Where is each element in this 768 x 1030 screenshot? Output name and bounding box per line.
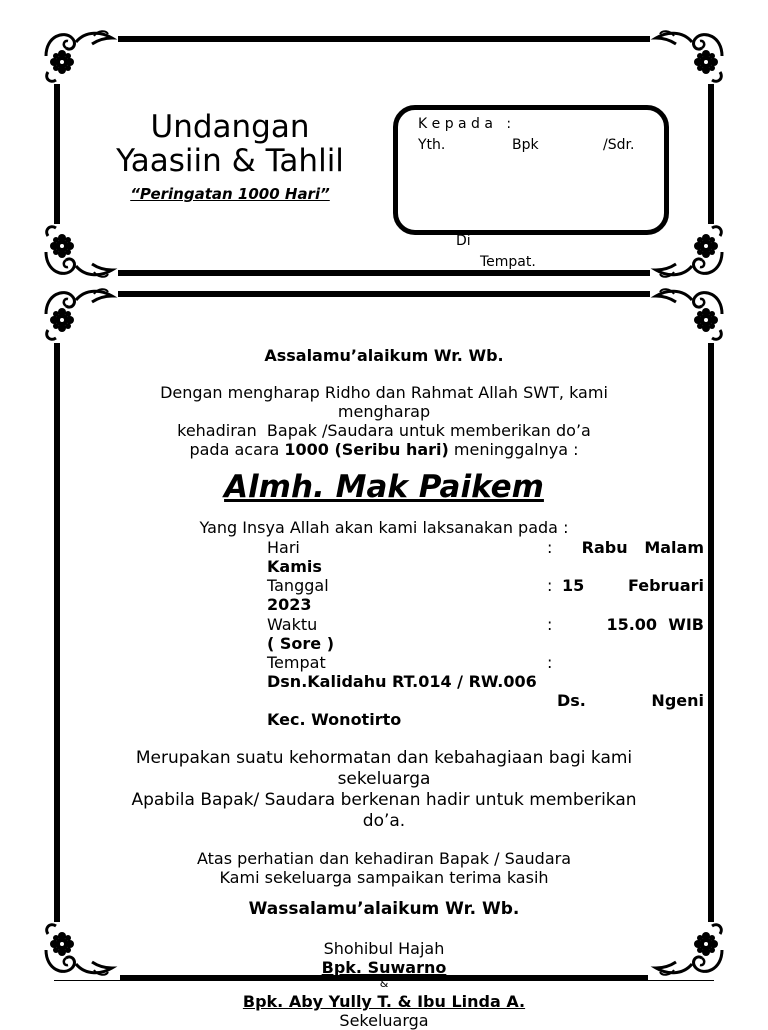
schedule-tanggal-day: 15 [562, 576, 585, 595]
schedule-waktu-label: Waktu [267, 615, 318, 634]
corner-ornament-icon [42, 28, 118, 84]
closing-paragraph [60, 748, 708, 832]
schedule-tempat-desa-name: Ngeni [651, 691, 704, 710]
schedule-hari-value-2: Kamis [267, 557, 322, 576]
greeting: Assalamu’alaikum Wr. Wb. [264, 346, 504, 365]
thanks-line: Kami sekeluarga sampaikan terima kasih [219, 868, 549, 887]
invitation-title [90, 110, 370, 178]
schedule-tempat-kecamatan: Kec. Wonotirto [267, 710, 402, 729]
closing-line: Merupakan suatu kehormatan dan kebahagiaan bagi kami [135, 748, 633, 768]
intro-line: mengharap [337, 402, 431, 421]
host-name-2: Bpk. Aby Yully T. & Ibu Linda A. [242, 992, 526, 1011]
thanks-line: Atas perhatian dan kehadiran Bapak / Saudara [196, 849, 572, 868]
closing-line: sekeluarga [337, 769, 431, 789]
title-line-1: Undangan [150, 109, 310, 145]
schedule-tempat-value: Dsn.Kalidahu RT.014 / RW.006 [267, 672, 537, 691]
corner-ornament-icon [42, 224, 118, 280]
farewell: Wassalamu’alaikum Wr. Wb. [248, 899, 520, 919]
ampersand: & [379, 977, 389, 990]
intro-line: kehadiran Bapak /Saudara untuk memberikan do’a [177, 421, 591, 440]
schedule-colon: : [547, 576, 553, 595]
intro-line: pada acara 1000 (Seribu hari) meninggalnya : [189, 440, 579, 459]
closing-line: do’a. [362, 811, 406, 831]
intro-paragraph [60, 383, 708, 459]
title-line-2: Yaasiin & Tahlil [116, 143, 344, 179]
corner-ornament-icon [42, 286, 118, 342]
intro-line: Dengan mengharap Ridho dan Rahmat Allah SWT, kami [160, 383, 608, 402]
schedule-intro: Yang Insya Allah akan kami laksanakan pada : [199, 518, 569, 537]
schedule-colon: : [547, 653, 553, 672]
corner-ornament-icon [650, 224, 726, 280]
schedule-tempat-desa: Ds. [557, 691, 586, 710]
schedule-waktu-value-2: ( Sore ) [267, 634, 335, 653]
invitation-subtitle: “Peringatan 1000 Hari” [130, 185, 330, 203]
schedule-colon: : [547, 538, 553, 557]
schedule-tanggal-year: 2023 [267, 595, 312, 614]
corner-ornament-icon [650, 28, 726, 84]
schedule-tanggal-month: Februari [627, 576, 704, 595]
host-title: Shohibul Hajah [323, 939, 445, 958]
closing-line: Apabila Bapak/ Saudara berkenan hadir untuk memberikan [131, 790, 637, 810]
address-sdr: /Sdr. [603, 137, 635, 153]
schedule-tempat-label: Tempat [267, 653, 326, 672]
schedule-hari-label: Hari [267, 538, 300, 557]
address-di: Di [456, 233, 471, 249]
address-yth: Yth. [418, 137, 446, 153]
corner-ornament-icon [650, 286, 726, 342]
address-tempat: Tempat. [480, 254, 536, 270]
family-signature: Sekeluarga [339, 1011, 429, 1030]
schedule-hari-value: Rabu Malam [581, 538, 704, 557]
address-bpk: Bpk [512, 137, 539, 153]
schedule-waktu-value: 15.00 WIB [606, 615, 704, 634]
deceased-name: Almh. Mak Paikem [224, 469, 544, 505]
host-name-1: Bpk. Suwarno [321, 958, 447, 977]
address-kepada: K e p a d a : [418, 116, 512, 132]
schedule-colon: : [547, 615, 553, 634]
schedule-tanggal-label: Tanggal [267, 576, 329, 595]
thanks-paragraph [60, 849, 708, 887]
